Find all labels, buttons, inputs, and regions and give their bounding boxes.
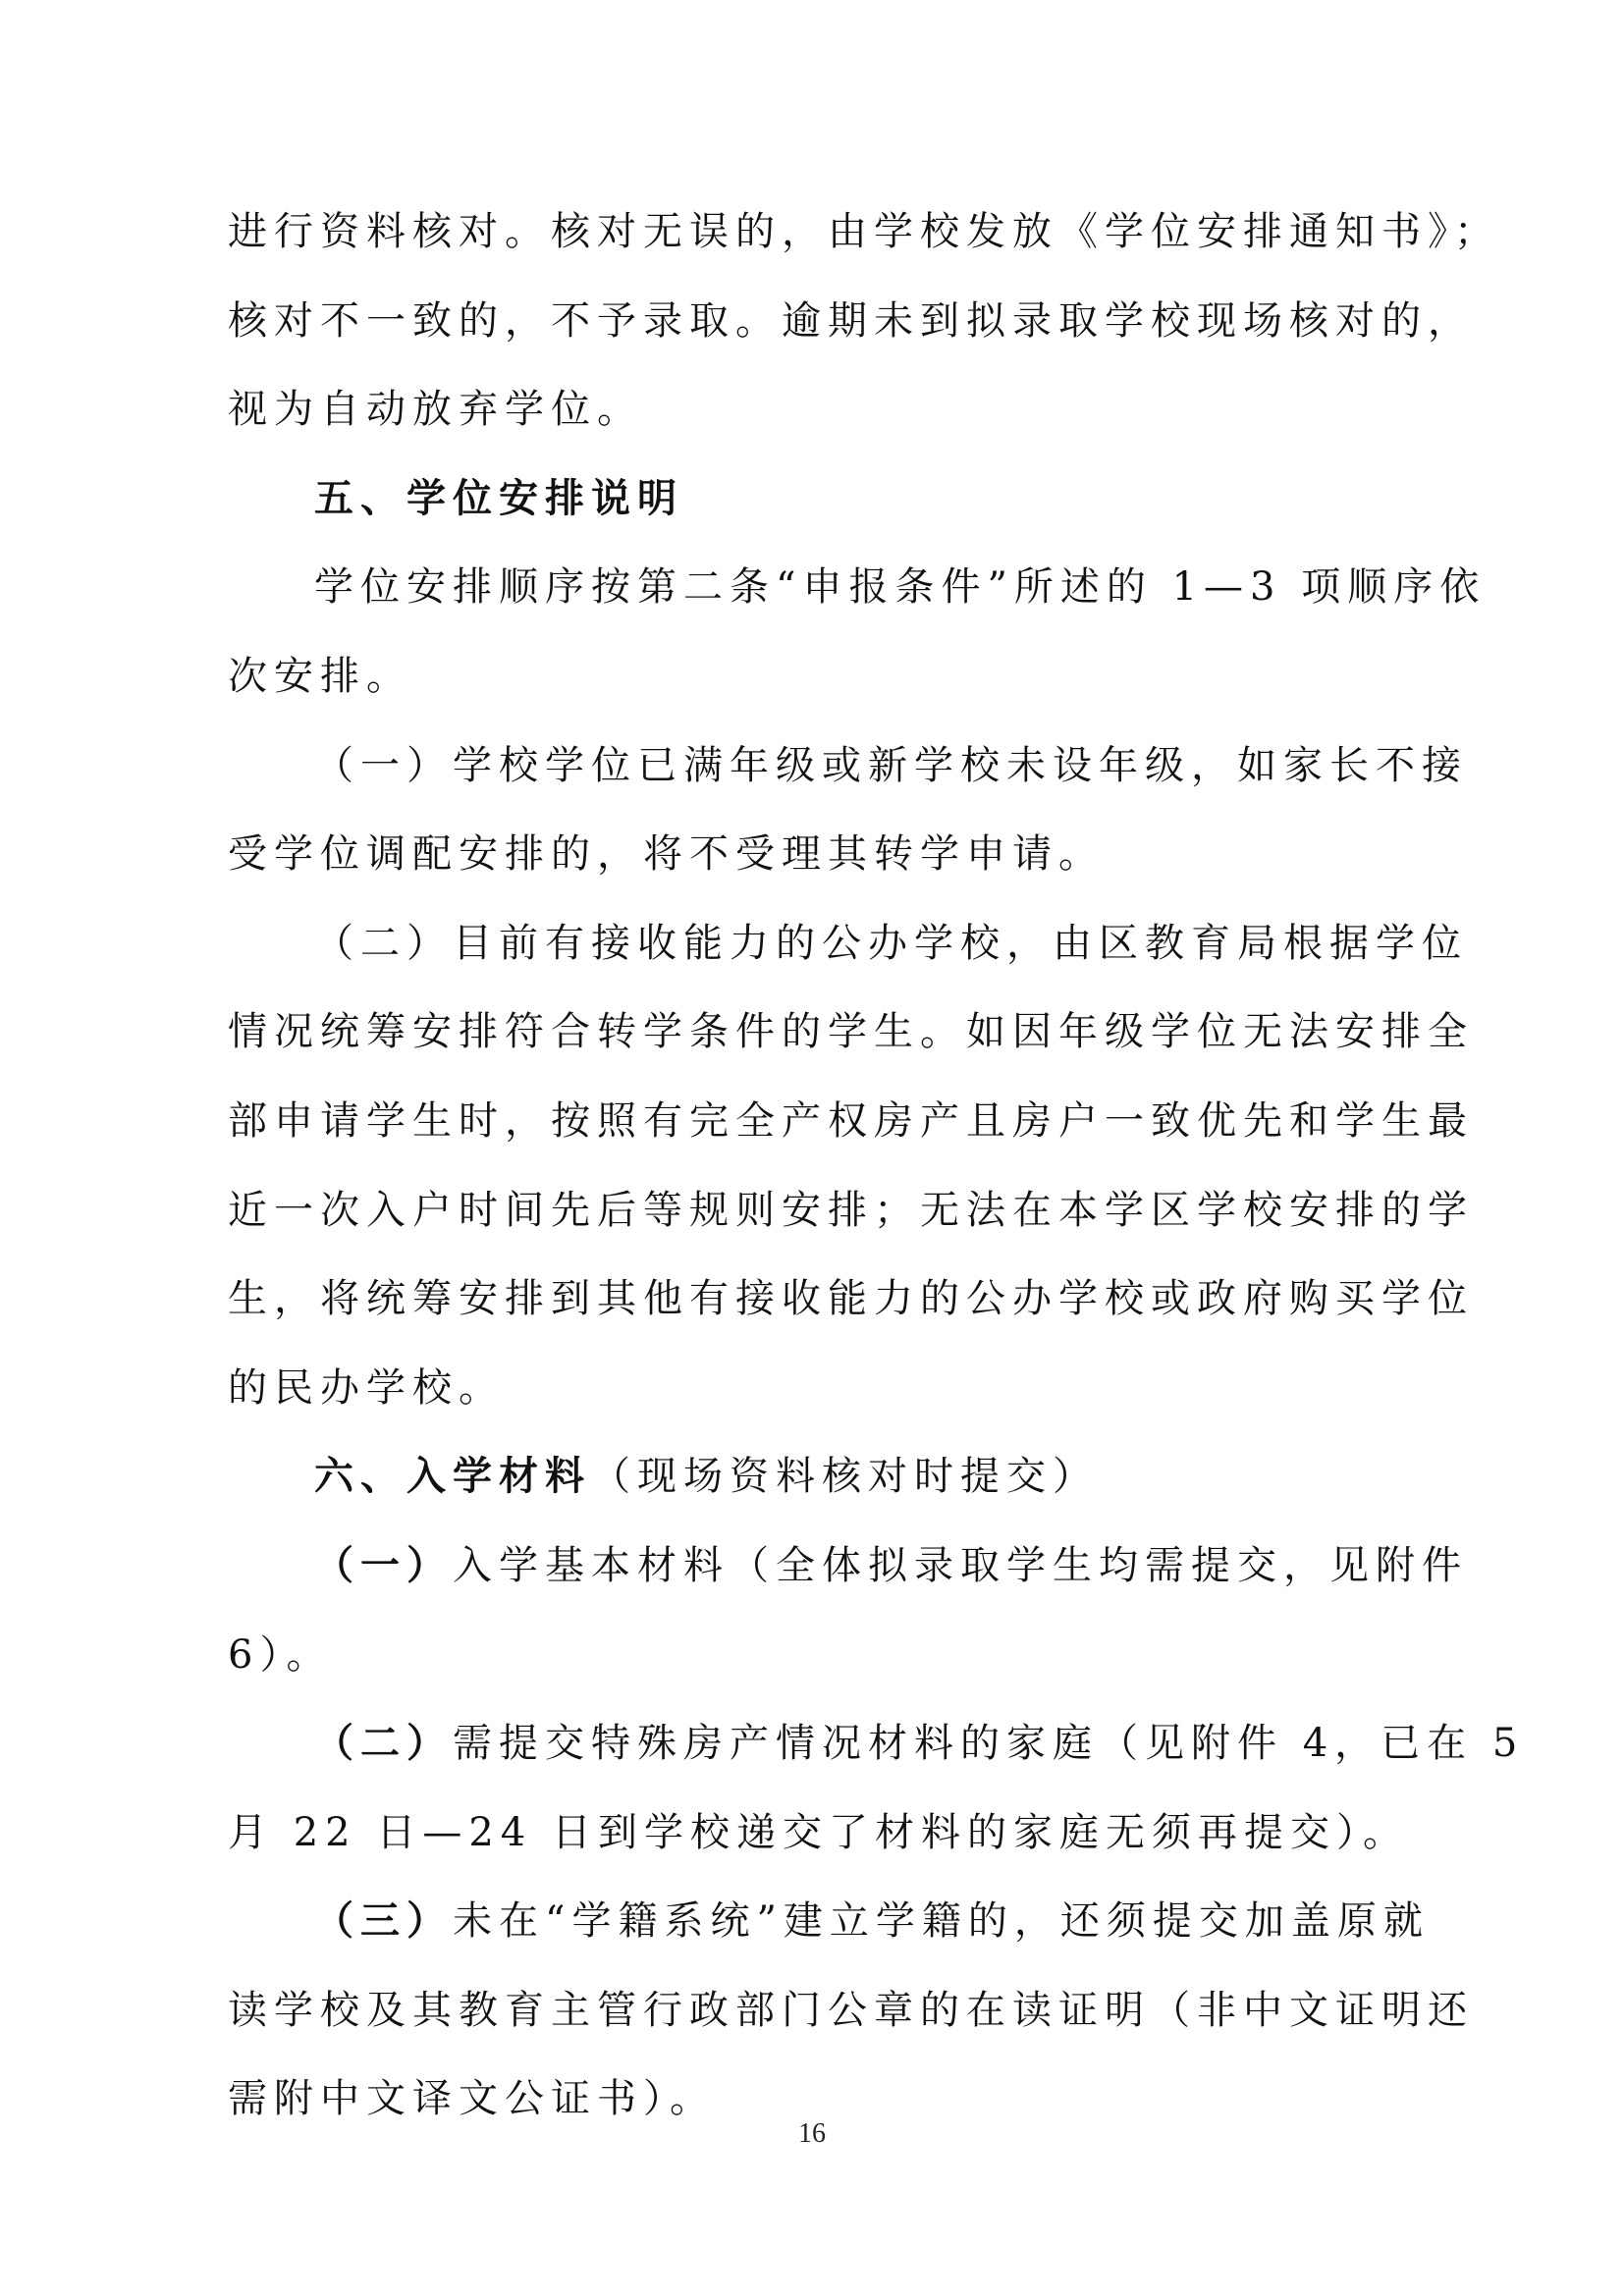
section-5-intro-line: 次安排。 [228, 653, 412, 699]
section-6-heading-line [228, 1454, 1414, 1500]
section-6-item-1-label: （一） [314, 1542, 453, 1588]
page-number: 16 [798, 2118, 826, 2149]
document-body [228, 209, 1525, 2168]
section-6-item-1-text: 入学基本材料（全体拟录取学生均需提交，见附件 [453, 1542, 1468, 1588]
section-6-item-3-line: 读学校及其教育主管行政部门公章的在读证明（非中文证明还 [228, 1987, 1474, 2033]
section-6-item-1-line [228, 1542, 1468, 1588]
section-6-item-2-text: 需提交特殊房产情况材料的家庭（见附件 4，已在 5 [453, 1721, 1525, 1767]
section-5-heading: 五、学位安排说明 [314, 475, 683, 521]
section-5-item-2-line: 生，将统筹安排到其他有接收能力的公办学校或政府购买学位 [228, 1276, 1474, 1322]
section-5-item-2-line: 部申请学生时，按照有完全产权房产且房户一致优先和学生最 [228, 1097, 1474, 1144]
section-5-intro-line: 学位安排顺序按第二条“申报条件”所述的 1—3 项顺序依 [314, 564, 1487, 611]
body-line: 进行资料核对。核对无误的，由学校发放《学位安排通知书》； [228, 209, 1500, 254]
body-line: 视为自动放弃学位。 [228, 387, 643, 433]
section-6-item-3-line [228, 1898, 1430, 1945]
section-5-item-2-line: 情况统筹安排符合转学条件的学生。如因年级学位无法安排全 [228, 1009, 1474, 1055]
section-6-item-2-line [228, 1721, 1525, 1767]
section-6-item-1-line: 6）。 [228, 1631, 333, 1678]
section-6-heading-note: （现场资料核对时提交） [591, 1454, 1099, 1500]
section-6-item-3-line: 需附中文译文公证书）。 [228, 2076, 716, 2122]
section-5-item-2-line: 近一次入户时间先后等规则安排；无法在本学区学校安排的学 [228, 1187, 1474, 1233]
section-5-item-2-line: （二）目前有接收能力的公办学校，由区教育局根据学位 [314, 920, 1468, 966]
section-6-item-2-label: （二） [314, 1721, 453, 1767]
section-6-heading: 六、入学材料 [314, 1454, 591, 1500]
section-5-item-2-line: 的民办学校。 [228, 1364, 505, 1411]
body-line: 核对不一致的，不予录取。逾期未到拟录取学校现场核对的， [228, 297, 1474, 344]
section-6-item-3-label: （三） [314, 1898, 453, 1945]
section-5-item-1-line: 受学位调配安排的，将不受理其转学申请。 [228, 831, 1105, 878]
section-6-item-3-text: 未在“学籍系统”建立学籍的，还须提交加盖原就 [453, 1898, 1430, 1945]
section-6-item-2-line: 月 22 日—24 日到学校递交了材料的家庭无须再提交）。 [228, 1809, 1409, 1855]
section-5-item-1-line: （一）学校学位已满年级或新学校未设年级，如家长不接 [314, 742, 1468, 788]
